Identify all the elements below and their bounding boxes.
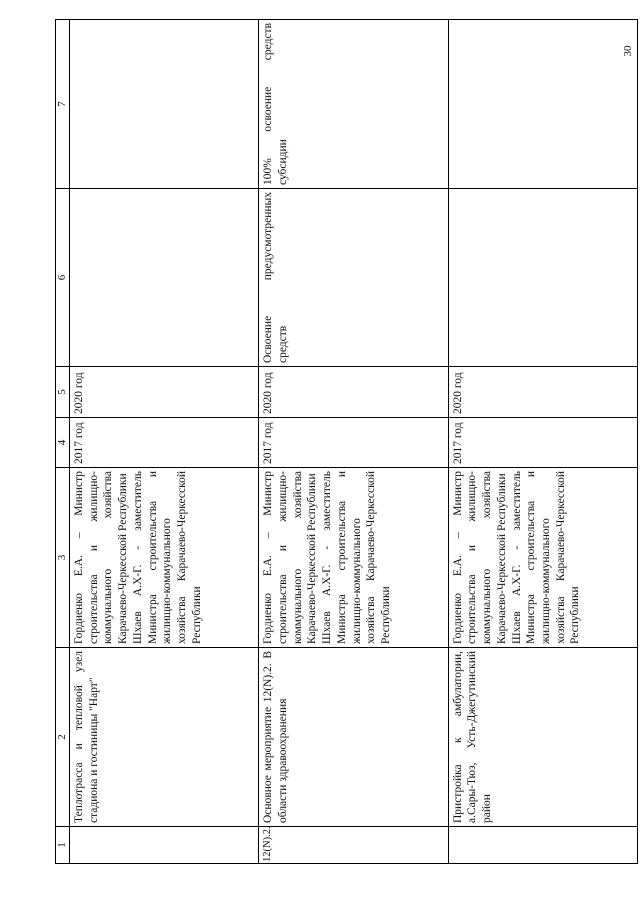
- indicator-cell: 100% освоение средств субсидии: [259, 20, 448, 189]
- measure-name-cell: Основное мероприятие 12(N).2. В области здравоохранения: [259, 648, 448, 827]
- column-header: 2: [56, 648, 70, 827]
- responsible-cell: [259, 468, 448, 648]
- start-year-cell: 2017 год: [70, 418, 259, 468]
- result-cell: [70, 189, 259, 367]
- column-header: 7: [56, 20, 70, 189]
- responsible-line: Гордиенко Е.А. – Министр строительства и жилищно-коммунального хозяйства Карачаево-Черкесской Республики: [451, 471, 508, 644]
- column-header: 4: [56, 418, 70, 468]
- responsible-cell: [448, 468, 637, 648]
- indicator-cell: [70, 20, 259, 189]
- end-year-cell: 2020 год: [259, 367, 448, 418]
- row-number-cell: [70, 827, 259, 864]
- responsible-line: Гордиенко Е.А. – Министр строительства и жилищно-коммунального хозяйства Карачаево-Черкесской Республики: [73, 471, 130, 644]
- column-header: 6: [56, 189, 70, 367]
- responsible-line: Шхаев А.Х-Г. - заместитель Министра строительства и жилищно-коммунального хозяйства Карачаево-Черкесской Республики: [321, 471, 393, 644]
- measures-table: [55, 19, 638, 864]
- table-row: [448, 20, 637, 864]
- start-year-cell: 2017 год: [448, 418, 637, 468]
- column-header: 3: [56, 468, 70, 648]
- responsible-line: Шхаев А.Х-Г. - заместитель Министра строительства и жилищно-коммунального хозяйства Карачаево-Черкесской Республики: [510, 471, 582, 644]
- end-year-cell: 2020 год: [70, 367, 259, 418]
- table-row: [70, 20, 259, 864]
- result-cell: Освоение предусмотренных средств: [259, 189, 448, 367]
- measure-name-cell: Теплотрасса и тепловой узел стадиона и гостиницы "Нарт": [70, 648, 259, 827]
- column-header: 5: [56, 367, 70, 418]
- measure-name-cell: Пристройка к амбулатории, а.Сары-Тюз, Усть-Джегутинский район: [448, 648, 637, 827]
- table-row: [259, 20, 448, 864]
- row-number-cell: [448, 827, 637, 864]
- header-row: [56, 20, 70, 864]
- column-header: 1: [56, 827, 70, 864]
- indicator-cell: [448, 20, 637, 189]
- rotated-table-container: [55, 20, 638, 864]
- start-year-cell: 2017 год: [259, 418, 448, 468]
- row-number-cell: 12(N).2.: [259, 827, 448, 864]
- end-year-cell: 2020 год: [448, 367, 637, 418]
- responsible-line: Гордиенко Е.А. – Министр строительства и жилищно-коммунального хозяйства Карачаево-Черкесской Республики: [262, 471, 319, 644]
- page-number: 30: [622, 45, 634, 57]
- responsible-cell: [70, 468, 259, 648]
- responsible-line: Шхаев А.Х-Г. - заместитель Министра строительства и жилищно-коммунального хозяйства Карачаево-Черкесской Республики: [131, 471, 203, 644]
- result-cell: [448, 189, 637, 367]
